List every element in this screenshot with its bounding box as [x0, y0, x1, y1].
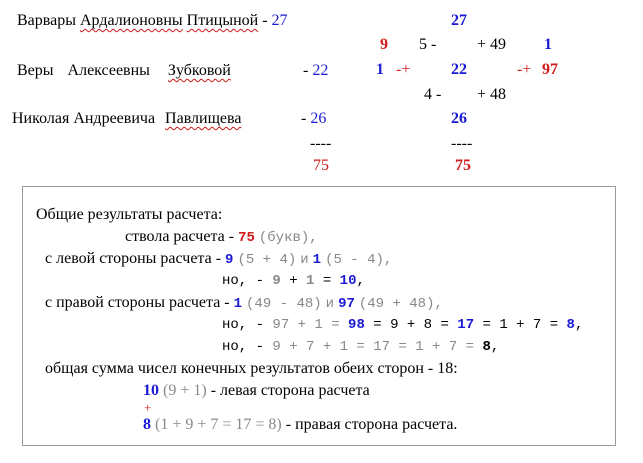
right-but2-line	[222, 338, 499, 356]
right-but1-f: 8	[566, 317, 575, 333]
calc-row2-left: 1	[376, 61, 384, 78]
given-name: Варвары	[17, 12, 76, 29]
right-but1-d: 17	[457, 317, 475, 333]
calc-rule: ----	[451, 135, 473, 152]
surname: Зубковой	[167, 62, 231, 79]
result-right-text: - правая сторона расчета.	[285, 416, 458, 433]
result-right-value: 8	[143, 416, 151, 433]
right-v1: 1	[233, 296, 243, 312]
left-v2: 1	[312, 252, 322, 268]
left-but-b: 1	[306, 273, 315, 289]
left-v1: 9	[225, 252, 234, 268]
calc-top: 27	[451, 12, 467, 29]
patronymic: Алексеевны	[67, 62, 150, 79]
calc-row1-right: + 49	[477, 36, 507, 53]
count-line-3	[301, 110, 326, 128]
right-but2-a: 9 + 7 + 1 = 17 = 1 + 7 =	[272, 339, 475, 355]
left-and: и	[300, 252, 309, 268]
calc-total: 75	[455, 157, 471, 174]
right-but1-line	[222, 316, 583, 334]
left-v1-note: (5 + 4)	[237, 252, 297, 268]
right-but1-e: = 1 + 7 =	[482, 317, 559, 333]
surname: Павлищева	[165, 110, 242, 127]
result-left-text: - левая сторона расчета	[210, 382, 370, 399]
left-v2-note: (5 - 4),	[325, 252, 393, 268]
name-line-1	[17, 12, 288, 30]
left-but-a: 9	[272, 273, 281, 289]
result-right-line	[143, 416, 457, 434]
given-name: Николая	[12, 110, 70, 127]
letter-count: 27	[271, 12, 288, 29]
right-v1-note: (49 - 48)	[246, 296, 322, 312]
trunk-line	[125, 228, 318, 247]
left-label: с левой стороны расчета -	[45, 250, 226, 267]
result-left-note: (9 + 1)	[163, 382, 207, 399]
surname: Птицыной	[186, 12, 259, 29]
results-heading: Общие результаты расчета:	[36, 206, 223, 223]
right-and: и	[325, 296, 335, 312]
left-but-eq: =	[322, 273, 332, 289]
left-but-end: ,	[356, 273, 365, 289]
calc-row2-right-op: -+	[517, 61, 532, 78]
left-but-prefix: но, -	[222, 273, 265, 289]
calc-row3-mid: 4 -	[424, 86, 442, 103]
calc-row1-left: 9	[380, 36, 388, 53]
left-side-line	[45, 250, 392, 269]
letter-count: 22	[312, 62, 329, 79]
patronymic: Андреевича	[73, 110, 156, 127]
right-side-line	[45, 294, 443, 313]
dash: -	[301, 110, 307, 127]
patronymic: Ардалионовны	[79, 12, 183, 29]
right-but2-b: 8	[482, 339, 491, 355]
results-box	[22, 186, 616, 446]
calc-bottom: 26	[451, 110, 467, 127]
calc-row2-left-op: -+	[396, 61, 411, 78]
dash: -	[262, 12, 268, 29]
right-but1-a: 97 + 1 =	[272, 317, 340, 333]
right-but1-b: 98	[348, 317, 365, 333]
name-line-3	[12, 110, 241, 128]
result-plus: +	[144, 400, 152, 415]
trunk-note: (букв),	[258, 230, 318, 246]
trunk-label: ствола расчета -	[125, 228, 239, 245]
dash: -	[303, 62, 309, 79]
name-line-2	[17, 62, 231, 80]
left-sum-rule: ----	[310, 135, 332, 152]
right-but2-prefix: но, -	[222, 339, 265, 355]
right-but2-end: ,	[490, 339, 500, 355]
calc-row3-right: + 48	[477, 86, 507, 103]
left-but-line	[222, 272, 365, 290]
left-but-plus: +	[289, 273, 298, 289]
left-but-res: 10	[339, 273, 357, 289]
calc-row2-mid: 22	[451, 61, 467, 78]
calc-row1-far: 1	[544, 36, 552, 53]
calc-row1-mid: 5 -	[419, 36, 437, 53]
right-but1-c: = 9 + 8 =	[373, 317, 449, 333]
right-v2: 97	[338, 296, 355, 312]
right-but1-prefix: но, -	[222, 317, 265, 333]
calc-row2-far: 97	[542, 61, 558, 78]
right-but1-end: ,	[574, 317, 584, 333]
count-line-2	[303, 62, 328, 80]
result-left-value: 10	[143, 382, 159, 399]
trunk-value: 75	[238, 230, 255, 246]
right-v2-note: (49 + 48),	[358, 296, 443, 312]
letter-count: 26	[310, 110, 327, 127]
left-sum-total: 75	[313, 157, 329, 174]
result-left-line	[143, 382, 370, 400]
given-name: Веры	[17, 62, 54, 79]
total-sum-line: общая сумма чисел конечных результатов обеих сторон - 18:	[45, 360, 458, 377]
result-right-note: (1 + 9 + 7 = 17 = 8)	[155, 416, 282, 433]
right-label: с правой стороны расчета -	[45, 294, 234, 311]
